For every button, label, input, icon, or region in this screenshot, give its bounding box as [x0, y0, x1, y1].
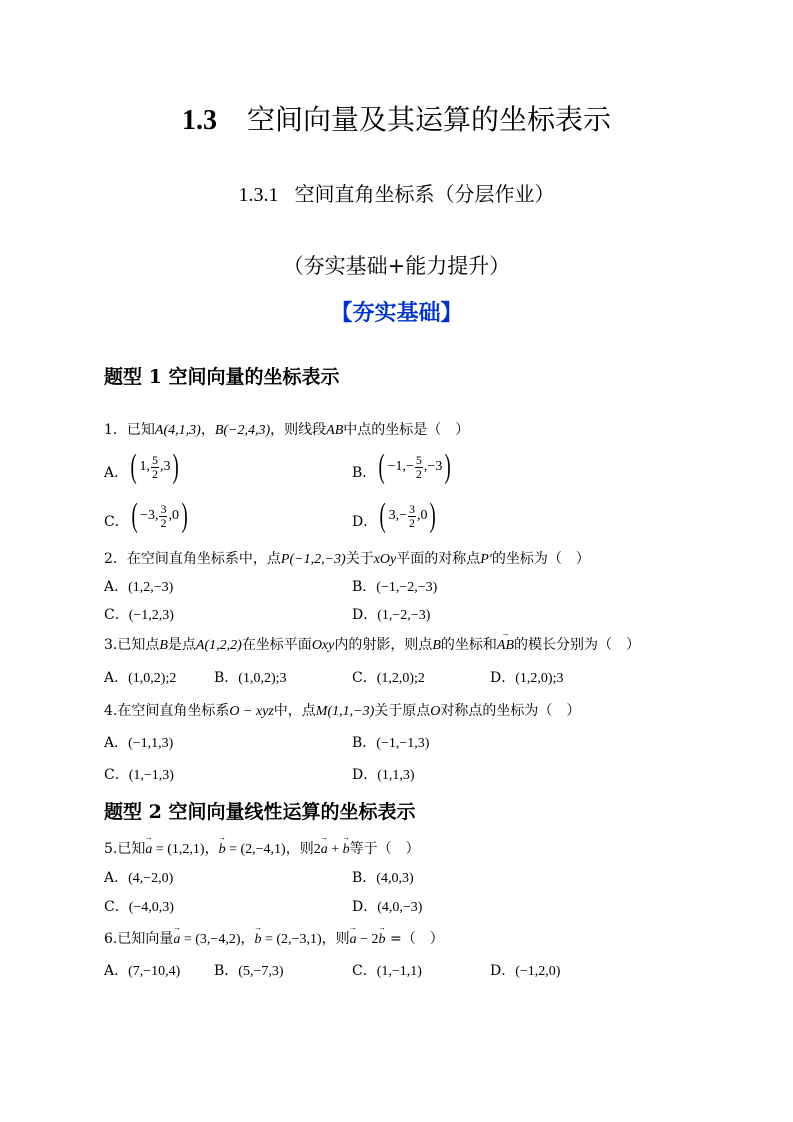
q5-operator: +: [327, 842, 343, 857]
page-subtitle: [0, 178, 793, 207]
option-value: (1,−1,3): [128, 768, 174, 783]
option-label: C．: [104, 767, 129, 783]
option-value: 1,: [139, 459, 150, 474]
question-1: [104, 419, 469, 439]
option-label: D．: [490, 963, 516, 979]
q2-middle-2: 平面的对称点: [396, 551, 481, 567]
q3-tail: 的模长分别为（ ）: [514, 637, 641, 653]
q4-option-b[interactable]: [352, 732, 429, 752]
option-value: (4,−2,0): [128, 871, 174, 886]
subtitle-number: 1.3.1: [238, 184, 279, 206]
q5-vector-b: → b: [219, 842, 226, 858]
q5-expr-a: → a: [321, 842, 328, 858]
option-label: B．: [352, 465, 377, 481]
type2-heading: 题型 2 空间向量线性运算的坐标表示: [104, 801, 416, 823]
q6-option-c[interactable]: [352, 960, 422, 980]
q4-option-a[interactable]: [104, 732, 173, 752]
q3-prefix: 3.已知点: [104, 637, 160, 653]
option-label: C．: [104, 514, 129, 530]
option-value: 3,−: [388, 508, 407, 523]
q3-option-b[interactable]: [214, 667, 287, 687]
option-value: (1,2,0);2: [376, 671, 425, 686]
question-6: [104, 928, 444, 948]
q5-separator: ，: [204, 841, 219, 857]
q6-middle: ，则: [321, 931, 350, 947]
q6-prefix: 6.已知向量: [104, 931, 174, 947]
fraction: $\frac{3}{2}$: [160, 501, 167, 530]
option-label: B．: [352, 870, 377, 886]
q5-option-a[interactable]: [104, 867, 173, 887]
q6-option-d[interactable]: [490, 960, 560, 980]
option-label: B．: [352, 579, 377, 595]
option-label: A．: [104, 963, 129, 979]
q5-tail: 等于（ ）: [349, 841, 420, 857]
q5-option-b[interactable]: [352, 867, 414, 887]
q5-expr-b: → b: [343, 842, 350, 858]
fraction: $\frac{5}{2}$: [415, 452, 422, 481]
option-value: (4,0,−3): [377, 900, 423, 915]
option-label: A．: [104, 735, 129, 751]
option-label: D．: [352, 607, 378, 623]
q1-point-a: A(4,1,3): [154, 423, 201, 438]
q1-tail: 中点的坐标是（ ）: [343, 422, 470, 438]
q6-separator: ，: [240, 931, 255, 947]
question-3: [104, 634, 640, 654]
option-value: (1,2,−3): [128, 580, 174, 595]
q5-prefix: 5.已知: [104, 841, 146, 857]
option-label: C．: [352, 670, 377, 686]
option-value: (−1,2,0): [515, 964, 561, 979]
q6-expr-b: → b: [379, 932, 386, 948]
q2-option-d[interactable]: [352, 604, 430, 624]
option-value: (4,0,3): [376, 871, 414, 886]
option-label: D．: [352, 514, 378, 530]
q1-middle: ，则线段: [270, 422, 327, 438]
q6-a-value: = (3,−4,2): [180, 932, 241, 947]
option-value: (1,2,0);3: [515, 671, 564, 686]
option-value: (1,1,3): [377, 768, 415, 783]
fraction: $\frac{5}{2}$: [151, 452, 158, 481]
option-value: (7,−10,4): [128, 964, 181, 979]
q1-option-c[interactable]: C． ( −3, $\frac{3}{2}$ ,0 ): [104, 497, 188, 534]
q2-plane: xOy: [373, 552, 397, 567]
subtitle-text: 空间直角坐标系（分层作业）: [294, 182, 555, 206]
q1-prefix: 1．已知: [104, 422, 155, 438]
q5-vector-a: → a: [145, 842, 152, 858]
q1-point-b: B(−2,4,3): [214, 423, 271, 438]
option-label: A．: [104, 870, 129, 886]
option-value: −1,−: [387, 459, 414, 474]
q6-vector-b: → b: [254, 932, 261, 948]
option-label: A．: [104, 670, 129, 686]
option-value: −3,: [140, 508, 159, 523]
option-label: D．: [352, 899, 378, 915]
q5-middle: ，则: [285, 841, 314, 857]
option-value: (−1,1,3): [128, 736, 174, 751]
option-value: (1,0,2);3: [238, 671, 287, 686]
q3-point-a: A(1,2,2): [195, 638, 242, 653]
q2-tail: 的坐标为（ ）: [491, 551, 590, 567]
q6-expr-a: → a: [350, 932, 357, 948]
q1-option-b[interactable]: B． ( −1,− $\frac{5}{2}$ ,−3 ): [352, 448, 452, 485]
q1-option-a[interactable]: A． ( 1, $\frac{5}{2}$ ,3 ): [104, 448, 180, 485]
q5-option-d[interactable]: [352, 896, 422, 916]
question-2: [104, 548, 590, 568]
q2-middle: 关于: [345, 551, 374, 567]
option-label: B．: [214, 670, 239, 686]
q4-origin: O: [430, 704, 441, 719]
q2-option-c[interactable]: [104, 604, 174, 624]
option-value: (−1,−1,3): [376, 736, 430, 751]
q3-vector-ab: → AB: [497, 638, 514, 654]
q4-tail: 对称点的坐标为（ ）: [440, 703, 581, 719]
level-note: （夯实基础+能力提升）: [282, 254, 511, 278]
q6-b-value: = (2,−3,1): [261, 932, 322, 947]
q4-middle: 中，点: [273, 703, 316, 719]
q1-segment: AB: [326, 423, 344, 438]
option-label: C．: [352, 963, 377, 979]
q6-vector-a: → a: [173, 932, 180, 948]
q3-option-a[interactable]: [104, 667, 176, 687]
option-label: A．: [104, 579, 129, 595]
option-label: A．: [104, 465, 129, 481]
option-value: (−1,−2,−3): [376, 580, 438, 595]
q2-prefix: 2．在空间直角坐标系中，点: [104, 551, 281, 567]
option-label: C．: [104, 899, 129, 915]
q3-plane: Oxy: [311, 638, 335, 653]
q6-option-a[interactable]: [104, 960, 180, 980]
q3-middle-3: 内的射影，则点: [334, 637, 433, 653]
q2-option-a[interactable]: [104, 576, 173, 596]
q4-prefix: 4.在空间直角坐标系: [104, 703, 230, 719]
q3-point-b: B: [159, 638, 168, 653]
q3-middle: 是点: [167, 637, 196, 653]
option-value: (1,−2,−3): [377, 608, 431, 623]
q5-a-value: = (1,2,1): [152, 842, 205, 857]
q4-point: M(1,1,−3): [315, 704, 375, 719]
option-value: (1,0,2);2: [128, 671, 177, 686]
option-value: (−4,0,3): [128, 900, 174, 915]
option-value: (1,−1,1): [376, 964, 422, 979]
q4-system: O − xyz: [229, 704, 274, 719]
section-label: 【夯实基础】: [330, 300, 463, 326]
q5-option-c[interactable]: [104, 896, 174, 916]
option-label: D．: [490, 670, 516, 686]
q5-coefficient: 2: [313, 842, 321, 857]
type1-heading: 题型 1 空间向量的坐标表示: [104, 366, 340, 388]
option-label: B．: [214, 963, 239, 979]
q6-tail: =（ ）: [385, 931, 444, 947]
q6-operator: − 2: [356, 932, 379, 947]
page-title: [0, 98, 793, 138]
q3-option-c[interactable]: [352, 667, 425, 687]
option-value: ,0: [416, 508, 428, 523]
q1-option-d[interactable]: D． ( 3,− $\frac{3}{2}$ ,0 ): [352, 497, 437, 534]
option-label: B．: [352, 735, 377, 751]
q4-middle-2: 关于原点: [374, 703, 431, 719]
q3-middle-2: 在坐标平面: [241, 637, 312, 653]
option-label: C．: [104, 607, 129, 623]
q3-point-b-2: B: [432, 638, 441, 653]
question-4: [104, 700, 580, 720]
question-5: [104, 838, 420, 858]
q5-b-value: = (2,−4,1): [225, 842, 286, 857]
q2-point: P(−1,2,−3): [280, 552, 346, 567]
q4-option-c[interactable]: [104, 764, 174, 784]
option-value: ,−3: [423, 459, 443, 474]
option-value: (−1,2,3): [128, 608, 174, 623]
q1-separator: ，: [200, 422, 215, 438]
title-text: 空间向量及其运算的坐标表示: [246, 103, 611, 136]
q6-option-b[interactable]: [214, 960, 284, 980]
q4-option-d[interactable]: [352, 764, 415, 784]
option-value: ,0: [168, 508, 179, 523]
q3-option-d[interactable]: [490, 667, 563, 687]
fraction: $\frac{3}{2}$: [408, 501, 415, 530]
q2-image-point: P′: [480, 552, 492, 567]
option-label: D．: [352, 767, 378, 783]
option-value: ,3: [159, 459, 171, 474]
title-number: 1.3: [181, 105, 217, 136]
q2-option-b[interactable]: [352, 576, 437, 596]
q3-middle-4: 的坐标和: [440, 637, 497, 653]
option-value: (5,−7,3): [238, 964, 284, 979]
